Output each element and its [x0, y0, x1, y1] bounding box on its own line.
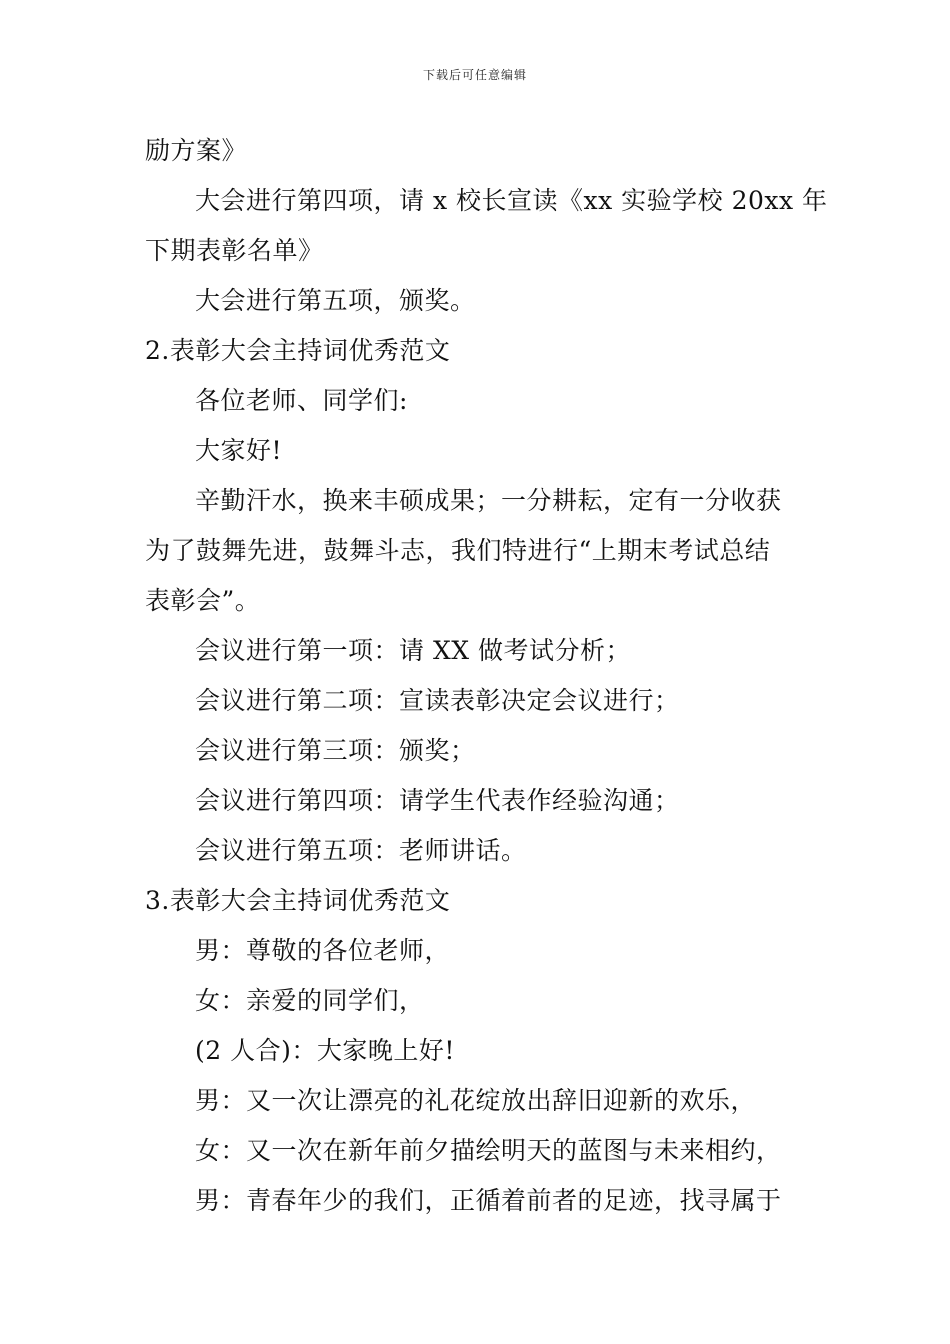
text-line-1: 励方案》: [145, 136, 248, 165]
text-line-12: 会议进行第二项：宣读表彰决定会议进行；: [195, 686, 680, 715]
text-line-14: 会议进行第四项：请学生代表作经验沟通；: [195, 786, 680, 815]
text-line-17: 男：尊敬的各位老师，: [195, 936, 451, 965]
text-line-21: 女：又一次在新年前夕描绘明天的蓝图与未来相约，: [195, 1136, 782, 1165]
text-line-3: 下期表彰名单》: [145, 236, 324, 265]
text-line-7: 大家好!: [195, 436, 283, 465]
page-header: 下载后可任意编辑: [422, 68, 527, 82]
text-line-19: (2 人合)：大家晚上好!: [195, 1036, 455, 1065]
section-heading-2: 2.表彰大会主持词优秀范文: [145, 336, 451, 365]
text-line-11: 会议进行第一项：请 XX 做考试分析；: [195, 636, 631, 665]
text-line-8: 辛勤汗水，换来丰硕成果；一分耕耘，定有一分收获: [195, 486, 782, 515]
text-line-9: 为了鼓舞先进，鼓舞斗志，我们特进行“上期末考试总结: [145, 536, 771, 565]
section-heading-3: 3.表彰大会主持词优秀范文: [145, 886, 451, 915]
text-line-18: 女：亲爱的同学们，: [195, 986, 425, 1015]
text-line-20: 男：又一次让漂亮的礼花绽放出辞旧迎新的欢乐，: [195, 1086, 757, 1115]
text-line-6: 各位老师、同学们:: [195, 386, 408, 415]
text-line-22: 男：青春年少的我们，正循着前者的足迹，找寻属于: [195, 1186, 782, 1215]
text-line-15: 会议进行第五项：老师讲话。: [195, 836, 527, 865]
text-line-10: 表彰会”。: [145, 586, 261, 615]
text-line-13: 会议进行第三项：颁奖；: [195, 736, 476, 765]
text-line-2: 大会进行第四项，请 x 校长宣读《xx 实验学校 20xx 年: [195, 186, 828, 215]
text-line-4: 大会进行第五项，颁奖。: [195, 286, 476, 315]
document-body: [145, 126, 828, 1226]
